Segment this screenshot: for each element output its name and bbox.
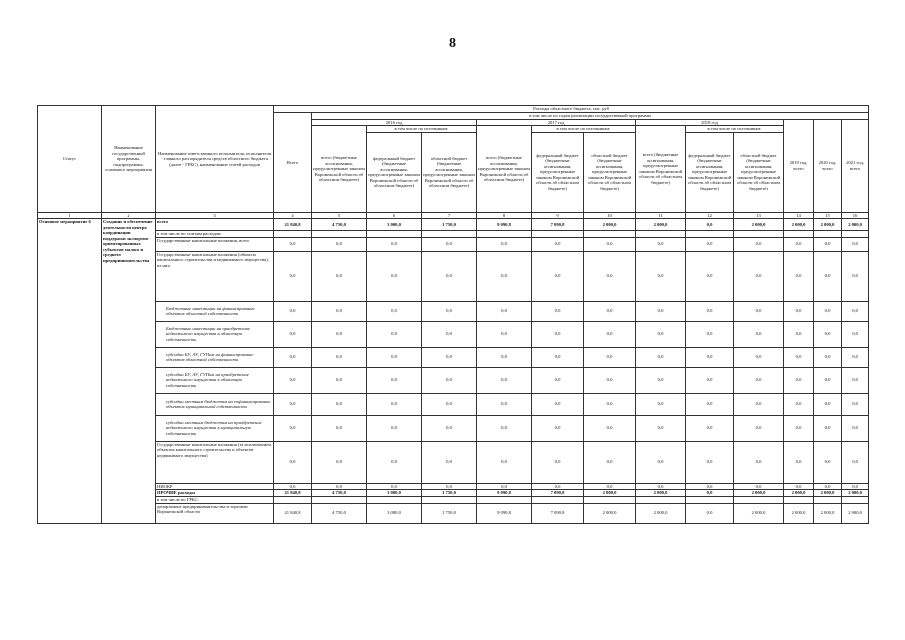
value-cell: 0,0 [274,301,312,321]
value-cell: 0,0 [686,483,734,490]
value-cell: 0,0 [636,321,686,347]
value-cell: 4 750,0 [312,503,367,523]
value-cell: 0,0 [274,347,312,367]
value-cell: 7 090,8 [532,219,584,231]
table-row [38,393,869,415]
value-cell: 0,0 [686,347,734,367]
header-year-2017: 2017 год [477,119,636,126]
value-cell: 2 000,0 [814,490,842,497]
value-cell: 0,0 [274,441,312,483]
row-label: НИОКР [156,483,274,490]
value-cell: 0,0 [422,483,477,490]
header-2016-federal: федеральный бюджет (бюджетные ассигнования, предусмотренные законом Воронежской области об областном бюджете) [367,132,422,212]
value-cell: 0,0 [686,219,734,231]
value-cell: 0,0 [312,441,367,483]
value-cell: 0,0 [686,367,734,393]
value-cell: 0,0 [734,251,784,301]
header-expenses: Расходы областного бюджета, тыс. руб [274,106,869,113]
value-cell: 0,0 [274,483,312,490]
value-cell: 2 000,0 [584,219,636,231]
value-cell: 0,0 [274,251,312,301]
value-cell: 0,0 [477,237,532,251]
value-cell: 0,0 [636,441,686,483]
value-cell: 0,0 [842,321,869,347]
table-row [38,251,869,301]
value-cell: 0,0 [312,415,367,441]
value-cell: 0,0 [842,301,869,321]
value-cell: 0,0 [636,251,686,301]
col-number: 12 [686,212,734,219]
value-cell: 3 000,0 [367,490,422,497]
value-cell: 0,0 [584,301,636,321]
value-cell: 2 000,0 [636,503,686,523]
table-row [38,490,869,497]
value-cell: 0,0 [422,347,477,367]
table-body [38,219,869,524]
header-2018-federal: федеральный бюджет (бюджетные ассигнования, предусмотренные законом Воронежской области об областном бюджете) [686,132,734,212]
value-cell: 0,0 [477,301,532,321]
value-cell: 0,0 [814,301,842,321]
value-cell: 0,0 [422,393,477,415]
value-cell: 0,0 [814,441,842,483]
value-cell: 2 000,0 [842,219,869,231]
value-cell: 2 000,0 [734,490,784,497]
value-cell: 0,0 [422,251,477,301]
header-2016-sources: в том числе по источникам: [367,126,477,133]
row-label: Государственные капитальные вложения (объекты капитального строительства и недвижимого имущества), из них: [156,251,274,301]
value-cell: 2 000,0 [842,503,869,523]
value-cell: 0,0 [532,251,584,301]
value-cell: 0,0 [367,347,422,367]
value-cell: 0,0 [367,393,422,415]
value-cell: 0,0 [422,415,477,441]
header-total: Всего [274,113,312,213]
value-cell: 0,0 [784,415,814,441]
value-cell: 0,0 [312,251,367,301]
status-cell: Основное мероприятие 6 [38,219,102,524]
value-cell: 0,0 [734,415,784,441]
value-cell: 0,0 [784,237,814,251]
value-cell: 0,0 [686,415,734,441]
header-by-year: в том числе по годам реализации государственной программы [312,113,869,120]
col-number: 6 [367,212,422,219]
value-cell: 0,0 [584,321,636,347]
header-2018-sources: в том числе по источникам: [686,126,784,133]
value-cell: 0,0 [734,347,784,367]
header-2017-sources: в том числе по источникам: [532,126,636,133]
value-cell: 0,0 [636,347,686,367]
table-row [38,237,869,251]
value-cell: 0,0 [686,441,734,483]
value-cell: 0,0 [734,441,784,483]
table-row [38,503,869,523]
header-2019: 2019 год, всего [784,119,814,212]
value-cell: 3 000,0 [367,503,422,523]
value-cell: 2 000,0 [814,503,842,523]
value-cell: 0,0 [422,321,477,347]
value-cell: 0,0 [274,321,312,347]
value-cell: 0,0 [312,393,367,415]
value-cell: 4 750,0 [312,219,367,231]
row-label: в том числе по статьям расходов: [156,231,274,238]
value-cell: 0,0 [814,321,842,347]
col-number: 15 [814,212,842,219]
value-cell: 0,0 [842,251,869,301]
value-cell: 2 000,0 [584,503,636,523]
value-cell: 0,0 [532,415,584,441]
value-cell: 1 750,0 [422,503,477,523]
value-cell: 0,0 [784,393,814,415]
row-label: ПРОЧИЕ расходы [156,490,274,497]
col-number: 10 [584,212,636,219]
value-cell: 0,0 [532,301,584,321]
value-cell: 0,0 [477,251,532,301]
value-cell: 0,0 [842,367,869,393]
value-cell: 0,0 [784,251,814,301]
value-cell: 3 000,0 [367,219,422,231]
value-cell: 0,0 [477,367,532,393]
value-cell: 0,0 [636,237,686,251]
value-cell: 0,0 [842,347,869,367]
value-cell: 0,0 [312,237,367,251]
col-number: 13 [734,212,784,219]
value-cell: 2 000,0 [784,219,814,231]
value-cell: 7 090,8 [532,503,584,523]
value-cell: 0,0 [734,321,784,347]
value-cell: 0,0 [814,237,842,251]
value-cell: 2 000,0 [636,490,686,497]
table-row [38,367,869,393]
header-2016-all: всего (бюджетные ассигнования, предусмотренные законом Воронежской области об областном бюджете) [312,126,367,213]
row-label: Государственные капитальные вложения (за исключением объектов капитального строительства и объектов недвижимого имущества) [156,441,274,483]
col-number: 5 [312,212,367,219]
value-cell: 7 090,8 [532,490,584,497]
col-number: 3 [156,212,274,219]
value-cell: 2 000,0 [584,490,636,497]
value-cell: 0,0 [842,483,869,490]
value-cell: 0,0 [842,415,869,441]
value-cell: 0,0 [584,347,636,367]
value-cell: 9 090,8 [477,219,532,231]
value-cell: 0,0 [584,415,636,441]
table-row [38,415,869,441]
value-cell: 9 090,8 [477,503,532,523]
value-cell: 0,0 [584,367,636,393]
value-cell: 2 000,0 [784,503,814,523]
table-row [38,441,869,483]
value-cell: 0,0 [814,251,842,301]
value-cell: 2 000,0 [814,219,842,231]
value-cell: 0,0 [636,367,686,393]
value-cell: 2 000,0 [734,503,784,523]
value-cell: 0,0 [367,483,422,490]
value-cell: 0,0 [584,483,636,490]
page-number: 8 [449,36,456,51]
value-cell: 0,0 [477,321,532,347]
value-cell: 0,0 [477,415,532,441]
value-cell: 0,0 [686,237,734,251]
value-cell: 0,0 [532,367,584,393]
value-cell: 0,0 [734,237,784,251]
col-number: 14 [784,212,814,219]
value-cell: 0,0 [842,237,869,251]
value-cell: 0,0 [422,441,477,483]
value-cell: 0,0 [312,347,367,367]
header-2017-regional: областной бюджет (бюджетные ассигнования, предусмотренные законом Воронежской области об областном бюджете) [584,132,636,212]
value-cell: 0,0 [784,347,814,367]
value-cell: 0,0 [686,503,734,523]
value-cell: 0,0 [422,301,477,321]
row-label: Государственные капитальные вложения, всего [156,237,274,251]
value-cell: 0,0 [532,347,584,367]
row-label: Бюджетные инвестиции на финансирование объектов областной собственности [156,301,274,321]
value-cell: 0,0 [532,237,584,251]
value-cell: 0,0 [584,393,636,415]
col-number: 16 [842,212,869,219]
value-cell: 0,0 [477,393,532,415]
header-2020: 2020 год, всего [814,119,842,212]
value-cell: 9 090,8 [477,490,532,497]
col-number: 7 [422,212,477,219]
value-cell: 0,0 [367,441,422,483]
value-cell: 1 750,0 [422,219,477,231]
header-executor: Наименование ответственного исполнителя, исполнителя - главного распорядителя средств областного бюджета (далее - ГРБС), наименование статей расходов [156,106,274,213]
value-cell: 0,0 [636,393,686,415]
value-cell: 0,0 [532,441,584,483]
value-cell: 21 840,8 [274,503,312,523]
value-cell: 0,0 [367,237,422,251]
header-year-2018: 2018 год [636,119,784,126]
header-status: Статус [38,106,102,213]
value-cell: 0,0 [477,441,532,483]
row-label: департамент предпринимательства и торговли Воронежской области [156,503,274,523]
col-number: 2 [102,212,156,219]
value-cell: 0,0 [584,441,636,483]
value-cell: 0,0 [686,393,734,415]
row-label: в том числе по ГРБС: [156,497,274,504]
col-number: 1 [38,212,102,219]
value-cell: 0,0 [274,367,312,393]
value-cell: 0,0 [784,301,814,321]
row-label: субсидии местным бюджетам на приобретение недвижимого имущества в муниципальную собственность [156,415,274,441]
value-cell: 0,0 [274,415,312,441]
col-number: 9 [532,212,584,219]
value-cell: 0,0 [814,347,842,367]
value-cell: 1 750,0 [422,490,477,497]
value-cell: 2 000,0 [842,490,869,497]
value-cell: 0,0 [686,251,734,301]
value-cell: 0,0 [422,237,477,251]
value-cell: 0,0 [784,483,814,490]
header-year-2016: 2016 год [312,119,477,126]
value-cell: 0,0 [842,393,869,415]
value-cell: 0,0 [367,321,422,347]
value-cell: 0,0 [532,483,584,490]
value-cell: 0,0 [686,490,734,497]
value-cell: 0,0 [784,441,814,483]
header-2021: 2021 год, всего [842,119,869,212]
value-cell: 21 840,8 [274,490,312,497]
value-cell: 0,0 [274,393,312,415]
header-2016-regional: областной бюджет (бюджетные ассигнования, предусмотренные законом Воронежской области об областном бюджете) [422,132,477,212]
value-cell: 0,0 [584,237,636,251]
row-label: субсидии местным бюджетам на софинансирование объектов муниципальной собственности [156,393,274,415]
value-cell: 0,0 [584,251,636,301]
value-cell: 0,0 [312,301,367,321]
value-cell: 0,0 [636,301,686,321]
value-cell: 0,0 [367,367,422,393]
value-cell: 0,0 [734,393,784,415]
value-cell: 0,0 [477,483,532,490]
value-cell: 0,0 [814,367,842,393]
value-cell: 0,0 [477,347,532,367]
value-cell: 0,0 [636,415,686,441]
value-cell: 0,0 [312,321,367,347]
header-2017-all: всего (бюджетные ассигнования, предусмотренные законом Воронежской области об областном бюджете) [477,126,532,213]
row-label: Бюджетные инвестиции на приобретение недвижимого имущества в областную собственность [156,321,274,347]
value-cell: 0,0 [367,251,422,301]
value-cell: 0,0 [814,393,842,415]
value-cell: 0,0 [814,483,842,490]
value-cell: 0,0 [274,237,312,251]
header-program-name: Наименование государственной программы, подпрограммы, основного мероприятия [102,106,156,213]
row-label: субсидии БУ, АУ, ГУПам на приобретение недвижимого имущества в областную собственность [156,367,274,393]
table-row [38,321,869,347]
header-2017-federal: федеральный бюджет (бюджетные ассигнования, предусмотренные законом Воронежской области об областном бюджете) [532,132,584,212]
value-cell: 0,0 [814,415,842,441]
table-row [38,347,869,367]
value-cell: 0,0 [734,483,784,490]
value-cell: 2 000,0 [734,219,784,231]
col-number: 4 [274,212,312,219]
budget-table [37,105,869,524]
value-cell: 0,0 [686,321,734,347]
value-cell: 2 000,0 [636,219,686,231]
row-label: всего [156,219,274,231]
header-2018-regional: областной бюджет (бюджетные ассигнования, предусмотренные законом Воронежской области об областном бюджете) [734,132,784,212]
value-cell: 0,0 [734,301,784,321]
col-number: 11 [636,212,686,219]
value-cell: 0,0 [734,367,784,393]
value-cell: 0,0 [367,415,422,441]
value-cell: 0,0 [842,441,869,483]
value-cell: 0,0 [784,321,814,347]
value-cell: 0,0 [784,367,814,393]
value-cell: 0,0 [532,321,584,347]
value-cell: 0,0 [422,367,477,393]
value-cell: 0,0 [686,301,734,321]
table-row [38,301,869,321]
value-cell: 4 750,0 [312,490,367,497]
value-cell: 0,0 [636,483,686,490]
row-label: субсидии БУ, АУ, ГУПам на финансирование объектов областной собственности [156,347,274,367]
value-cell: 0,0 [532,393,584,415]
header-2018-all: всего (бюджетные ассигнования, предусмотренные законом Воронежской области об областном бюджете) [636,126,686,213]
value-cell: 0,0 [312,483,367,490]
value-cell: 21 840,8 [274,219,312,231]
col-number: 8 [477,212,532,219]
value-cell: 0,0 [367,301,422,321]
table-row [38,219,869,231]
measure-cell: Создание и обеспечение деятельности центра координации поддержки экспортно-ориентированных субъектов малого и среднего предпринимательства [102,219,156,524]
value-cell: 2 000,0 [784,490,814,497]
value-cell: 0,0 [312,367,367,393]
